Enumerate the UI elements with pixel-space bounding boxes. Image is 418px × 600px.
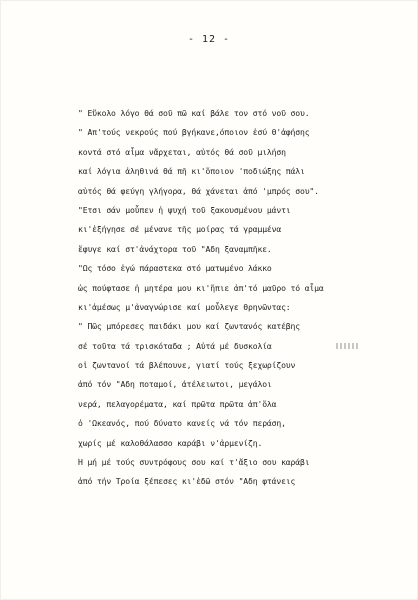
text-line: σέ τοῦτα τά τρισκόταδα ; Αὐτά μέ δυσκολία	[78, 340, 272, 351]
text-line: κι'ἀμέσως μ'ἀναγνώρισε καί μοὗλεγε θρηνῶντας:	[78, 301, 291, 312]
text-line: χωρίς μέ καλοθάλασσο καράβι ν'ἀρμενίζη.	[78, 437, 263, 448]
text-line: " Απ'τούς νεκρούς πού βγήκανε,όποιον ἐσύ θ'ἀφήσης	[78, 127, 310, 138]
text-line: "Ως τόσο ἐγώ πάραστεκα στό ματωμένο λάκκο	[78, 263, 272, 274]
text-line: καί λόγια ἀληθινά θά πῆ κι'ὅποιον 'ποδιώξης πάλι	[78, 166, 305, 177]
text-line: ἀπό τήν Τροία ξέπεσες κι'ἐδῶ στόν "Αδη φτάνεις	[78, 476, 296, 487]
text-line: " Πῶς μπόρεσες παιδάκι μου καί ζωντανός κατέβης	[78, 321, 300, 332]
text-line: κοντά στό αἷμα νἄρχεται, αὐτός θά σοῦ μιλήση	[78, 146, 286, 157]
text-line: οἱ ζωντανοί τά βλέπουνε, γιατί τούς ξεχωρίζουν	[78, 360, 296, 371]
text-line: ἔφυγε καί στ'ἀνάχτορα τοῦ "Αδη ξαναμπῆκε.	[78, 243, 272, 254]
text-line: κι'ἐξήγησε σέ μένανε τῆς μοίρας τά γραμμένα	[78, 224, 282, 235]
text-line: " Εὔκολο λόγο θά σοῦ πῶ καί βάλε τον στό νοῦ σου.	[78, 108, 310, 118]
poem-text-block	[78, 104, 383, 492]
text-line: νερά, πελαγορέματα, καί πρῶτα πρῶτα ἀπ'ὅλα	[78, 398, 277, 409]
text-line: ὁ 'Ωκεανός, πού δύνατο κανείς νά τόν περάση,	[78, 418, 286, 429]
text-line: αὐτός θά φεύγη γλήγορα, θά χάνεται ἀπό 'μπρός σου".	[78, 185, 319, 196]
typewriter-overstrike-mark	[336, 343, 358, 349]
text-line: ὡς πούφτασε ἡ μητέρα μου κι'ἤπιε ἀπ'τό μαῦρο τό αἷμα	[78, 282, 324, 293]
text-line: Ἤ μή μέ τούς συντρόφους σου καί τ'ἄξιο σου καράβι	[78, 457, 310, 468]
text-line: "Ετσι σάν μοὗπεν ἡ ψυχή τοῦ ξακουσμένου μάντι	[78, 204, 291, 215]
page-number: - 12 -	[187, 34, 231, 45]
text-line: ἀπό τόν "Αδη ποταμοί, ἀτέλειωτοι, μεγάλοι	[78, 379, 272, 390]
